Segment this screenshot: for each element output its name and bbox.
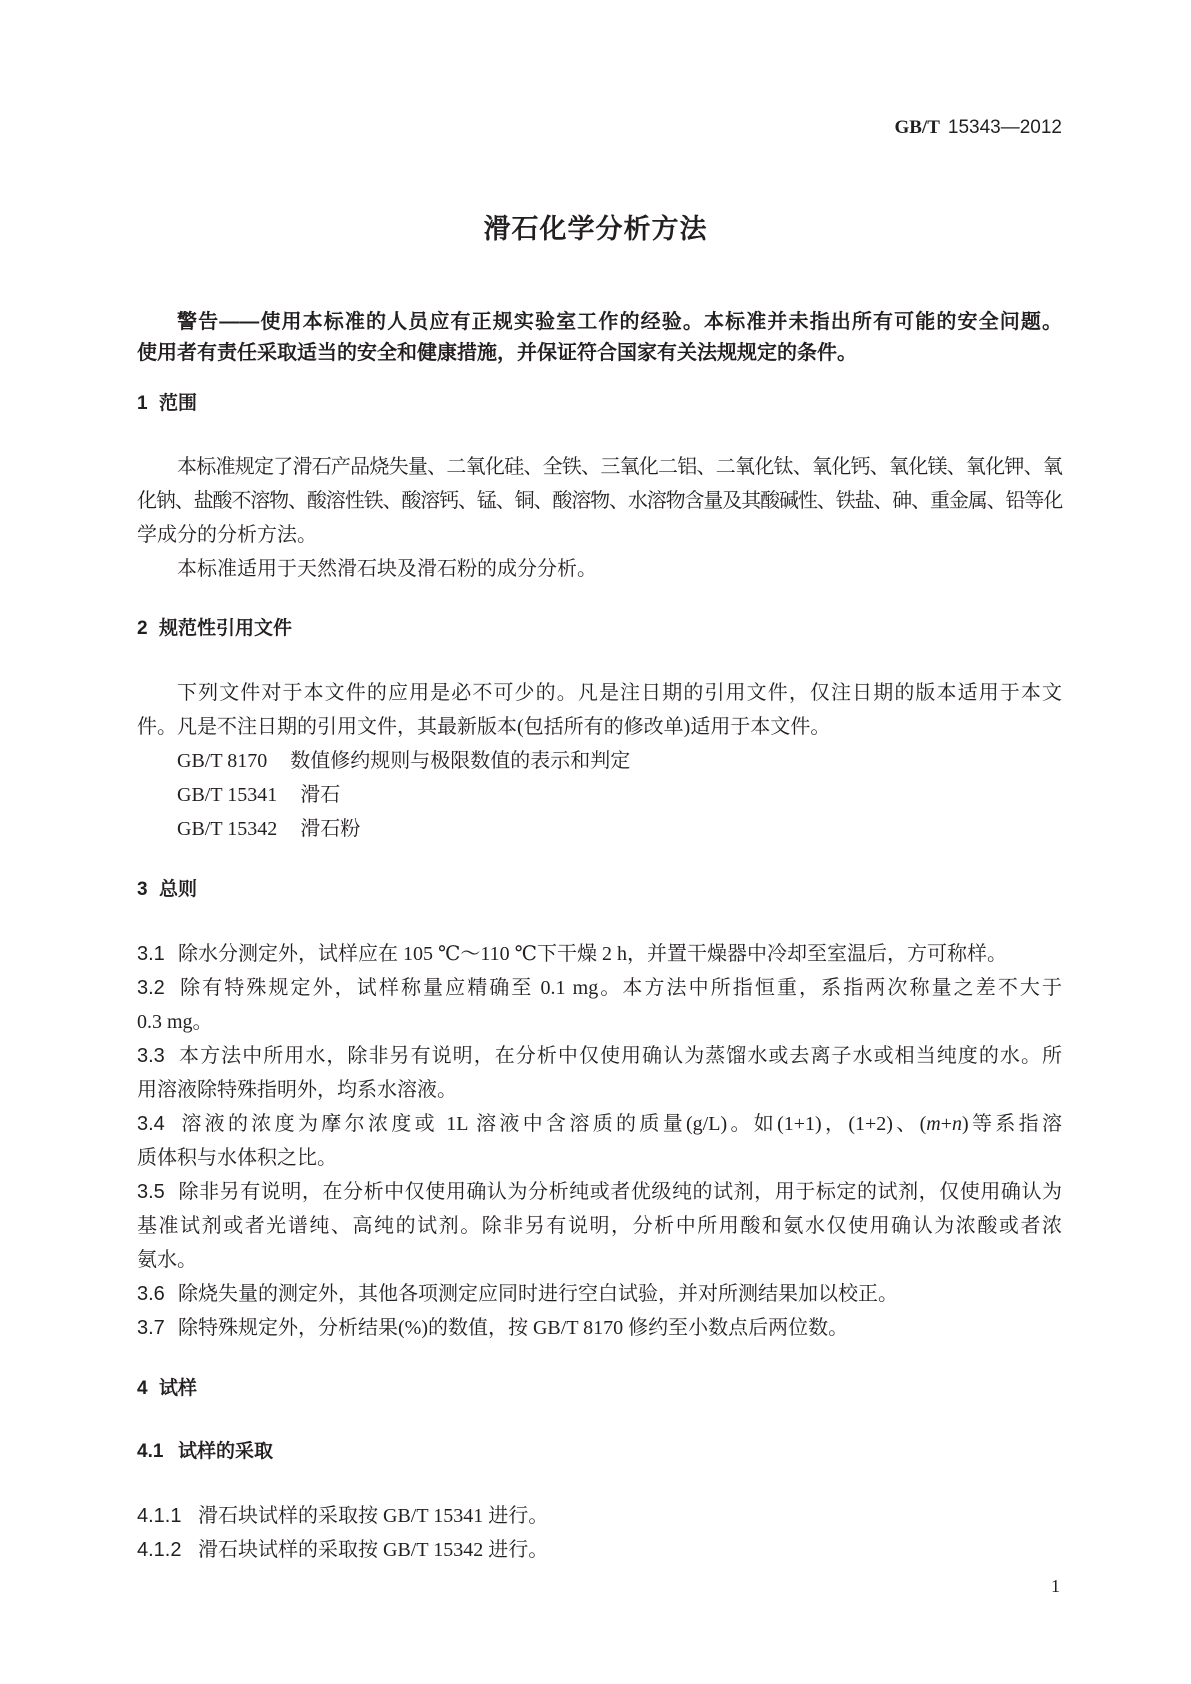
clause-4-1-1 xyxy=(137,1499,1062,1533)
standard-code-header xyxy=(894,111,1062,145)
reference-code: GB/T 8170 xyxy=(177,750,268,772)
text-line: 件。凡是不注日期的引用文件，其最新版本(包括所有的修改单)适用于本文件。 xyxy=(137,716,831,738)
clause-number: 3.7 xyxy=(137,1317,165,1339)
section-title: 范围 xyxy=(159,393,198,414)
section-title: 规范性引用文件 xyxy=(159,618,293,639)
clause-3-4 xyxy=(137,1107,1062,1141)
section-heading-scope xyxy=(137,387,1062,421)
clause-text: 本方法中所用水，除非另有说明，在分析中仅使用确认为蒸馏水或去离子水或相当纯度的水。所 xyxy=(178,1045,1062,1067)
clause-3-2 xyxy=(137,971,1062,1005)
plus-sign: + xyxy=(940,1113,953,1135)
section-general-body xyxy=(137,937,1062,1345)
clause-text: 除有特殊规定外，试样称量应精确至 0.1 mg。本方法中所指恒重，系指两次称量之差不大于 xyxy=(178,977,1062,999)
subsection-sampling-body xyxy=(137,1499,1062,1567)
clause-text-line: 质体积与水体积之比。 xyxy=(137,1147,337,1169)
text-line: 下列文件对于本文件的应用是必不可少的。凡是注日期的引用文件，仅注日期的版本适用于本文 xyxy=(177,682,1062,704)
clause-text: 除非另有说明，在分析中仅使用确认为分析纯或者优级纯的试剂，用于标定的试剂，仅使用确认为 xyxy=(178,1181,1062,1203)
clause-3-6 xyxy=(137,1277,1062,1311)
clause-number: 4.1.2 xyxy=(137,1539,182,1561)
reference-title: 数值修约规则与极限数值的表示和判定 xyxy=(290,750,631,772)
text-line: 化钠、盐酸不溶物、酸溶性铁、酸溶钙、锰、铜、酸溶物、水溶物含量及其酸碱性、铁盐、砷、重金属、铅等化 xyxy=(137,490,1062,512)
section-heading-general xyxy=(137,873,1062,907)
section-number: 4 xyxy=(137,1378,148,1399)
clause-number: 3.3 xyxy=(137,1045,165,1067)
clause-text: 滑石块试样的采取按 GB/T 15341 进行。 xyxy=(198,1505,549,1527)
clause-3-3 xyxy=(137,1039,1062,1073)
reference-title: 滑石粉 xyxy=(300,818,361,840)
document-title: 滑石化学分析方法 xyxy=(483,214,708,244)
variable-n: n xyxy=(952,1113,963,1135)
section-scope-body xyxy=(137,450,1062,586)
text-line: 本标准适用于天然滑石块及滑石粉的成分分析。 xyxy=(177,558,597,580)
reference-code: GB/T 15341 xyxy=(177,784,278,806)
warning-line: 警告——使用本标准的人员应有正规实验室工作的经验。本标准并未指出所有可能的安全问题。 xyxy=(177,311,1062,333)
subsection-heading-sampling xyxy=(137,1435,1062,1469)
standard-number: 15343—2012 xyxy=(947,117,1062,138)
clause-4-1-2 xyxy=(137,1533,1062,1567)
section-references-body xyxy=(137,676,1062,846)
reference-code: GB/T 15342 xyxy=(177,818,278,840)
clause-text: )等系指溶 xyxy=(962,1113,1062,1135)
paragraph xyxy=(137,676,1062,744)
section-title: 试样 xyxy=(159,1378,198,1399)
clause-text-line: 基准试剂或者光谱纯、高纯的试剂。除非另有说明，分析中所用酸和氨水仅使用确认为浓酸或者浓 xyxy=(137,1215,1062,1237)
clause-number: 4.1.1 xyxy=(137,1505,182,1527)
section-number: 1 xyxy=(137,393,148,414)
reference-title: 滑石 xyxy=(300,784,341,806)
clause-text-line: 0.3 mg。 xyxy=(137,1011,213,1033)
clause-text: 滑石块试样的采取按 GB/T 15342 进行。 xyxy=(198,1539,549,1561)
section-number: 3 xyxy=(137,879,148,900)
clause-text: 溶液的浓度为摩尔浓度或 1L 溶液中含溶质的质量(g/L)。如(1+1)，(1+2)、( xyxy=(178,1113,927,1135)
section-number: 2 xyxy=(137,618,148,639)
warning-line: 使用者有责任采取适当的安全和健康措施，并保证符合国家有关法规规定的条件。 xyxy=(137,342,857,364)
reference-item xyxy=(137,778,1062,812)
standard-prefix: GB/T xyxy=(894,117,940,138)
warning-paragraph xyxy=(137,307,1062,369)
clause-text-line: 用溶液除特殊指明外，均系水溶液。 xyxy=(137,1079,457,1101)
clause-number: 3.6 xyxy=(137,1283,165,1305)
clause-text: 除烧失量的测定外，其他各项测定应同时进行空白试验，并对所测结果加以校正。 xyxy=(178,1283,898,1305)
reference-item xyxy=(137,812,1062,846)
clause-text: 除水分测定外，试样应在 105 ℃～110 ℃下干燥 2 h，并置干燥器中冷却至室温后，方可称样。 xyxy=(178,943,1008,965)
clause-3-7 xyxy=(137,1311,1062,1345)
clause-number: 3.5 xyxy=(137,1181,165,1203)
text-line: 本标准规定了滑石产品烧失量、二氧化硅、全铁、三氧化二铝、二氧化钛、氧化钙、氧化镁、氧化钾、氧 xyxy=(177,456,1062,478)
clause-number: 3.1 xyxy=(137,943,165,965)
text-line: 学成分的分析方法。 xyxy=(137,524,317,546)
section-heading-sample xyxy=(137,1372,1062,1406)
reference-item xyxy=(137,744,1062,778)
subsection-number: 4.1 xyxy=(137,1441,164,1462)
section-title: 总则 xyxy=(159,879,198,900)
clause-3-1 xyxy=(137,937,1062,971)
paragraph xyxy=(137,450,1062,552)
clause-text: 除特殊规定外，分析结果(%)的数值，按 GB/T 8170 修约至小数点后两位数。 xyxy=(178,1317,849,1339)
clause-3-5 xyxy=(137,1175,1062,1209)
clause-number: 3.4 xyxy=(137,1113,165,1135)
clause-number: 3.2 xyxy=(137,977,165,999)
variable-m: m xyxy=(926,1113,941,1135)
section-heading-normative-references xyxy=(137,612,1062,646)
clause-text-line: 氨水。 xyxy=(137,1249,197,1271)
page-number: 1 xyxy=(1051,1576,1060,1596)
subsection-title: 试样的采取 xyxy=(178,1441,274,1462)
paragraph xyxy=(137,552,1062,586)
